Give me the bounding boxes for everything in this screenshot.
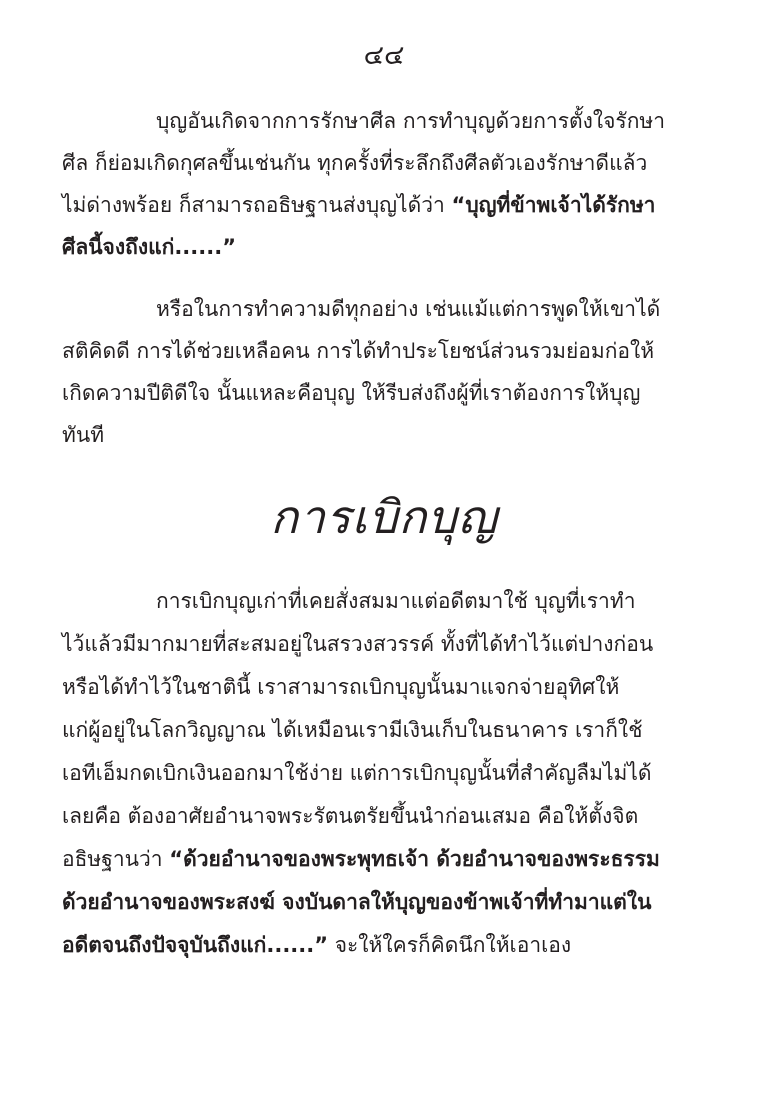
text-line: เอทีเอ็มกดเบิกเงินออกมาใช้ง่าย แต่การเบิกบุญนั้นที่สำคัญลืมไม่ได้ bbox=[62, 761, 652, 785]
quoted-prayer: ศีลนี้จงถึงแก่......” bbox=[62, 235, 236, 259]
quoted-prayer: อดีตจนถึงปัจจุบันถึงแก่......” bbox=[62, 933, 329, 957]
text-span: บุญอันเกิดจากการรักษาศีล การทำบุญด้วยการตั้งใจรักษา bbox=[156, 109, 666, 133]
text-line bbox=[62, 924, 708, 967]
text-line: ไว้แล้วมีมากมายที่สะสมอยู่ในสรวงสวรรค์ ทั้งที่ได้ทำไว้แต่ปางก่อน bbox=[62, 632, 654, 656]
text-line: ศีล ก็ย่อมเกิดกุศลขึ้นเช่นกัน ทุกครั้งที่ระลึกถึงศีลตัวเองรักษาดีแล้ว bbox=[62, 151, 648, 175]
text-span: ไม่ด่างพร้อย ก็สามารถอธิษฐานส่งบุญได้ว่า bbox=[62, 193, 452, 217]
text-line: ทันที bbox=[62, 423, 105, 447]
text-line: แก่ผู้อยู่ในโลกวิญญาณ ได้เหมือนเรามีเงินเก็บในธนาคาร เราก็ใช้ bbox=[62, 718, 643, 742]
text-line: หรือได้ทำไว้ในชาตินี้ เราสามารถเบิกบุญนั้นมาแจกจ่ายอุทิศให้ bbox=[62, 675, 620, 699]
text-line: สติคิดดี การได้ช่วยเหลือคน การได้ทำประโยชน์ส่วนรวมย่อมก่อให้ bbox=[62, 339, 655, 363]
quoted-prayer: “บุญที่ข้าพเจ้าได้รักษา bbox=[451, 193, 656, 217]
text-span: จะให้ใครก็คิดนึกให้เอาเอง bbox=[328, 933, 572, 957]
paragraph-good-deeds bbox=[62, 288, 708, 456]
text-line: เลยคือ ต้องอาศัยอำนาจพระรัตนตรัยขึ้นนำก่อนเสมอ คือให้ตั้งจิต bbox=[62, 804, 639, 828]
text-line bbox=[62, 288, 708, 330]
paragraph-withdrawing-merit bbox=[62, 580, 708, 967]
text-span: อธิษฐานว่า bbox=[62, 847, 170, 871]
text-span: หรือในการทำความดีทุกอย่าง เช่นแม้แต่การพูดให้เขาได้ bbox=[156, 297, 661, 321]
text-line bbox=[62, 580, 708, 623]
quoted-prayer: “ด้วยอำนาจของพระพุทธเจ้า ด้วยอำนาจของพระธรรม bbox=[169, 847, 660, 871]
text-line bbox=[62, 838, 708, 881]
text-line: เกิดความปีติดีใจ นั้นแหละคือบุญ ให้รีบส่งถึงผู้ที่เราต้องการให้บุญ bbox=[62, 381, 641, 405]
section-heading: การเบิกบุญ bbox=[270, 490, 498, 544]
text-line bbox=[62, 100, 708, 142]
text-line bbox=[62, 184, 708, 226]
page-number: ๔๔ bbox=[363, 40, 405, 71]
text-span: การเบิกบุญเก่าที่เคยสั่งสมมาแต่อดีตมาใช้ บุญที่เราทำ bbox=[156, 589, 636, 613]
quoted-prayer: ด้วยอำนาจของพระสงฆ์ จงบันดาลให้บุญของข้าพเจ้าที่ทำมาแต่ใน bbox=[62, 890, 652, 914]
paragraph-merit-from-precepts bbox=[62, 100, 708, 268]
